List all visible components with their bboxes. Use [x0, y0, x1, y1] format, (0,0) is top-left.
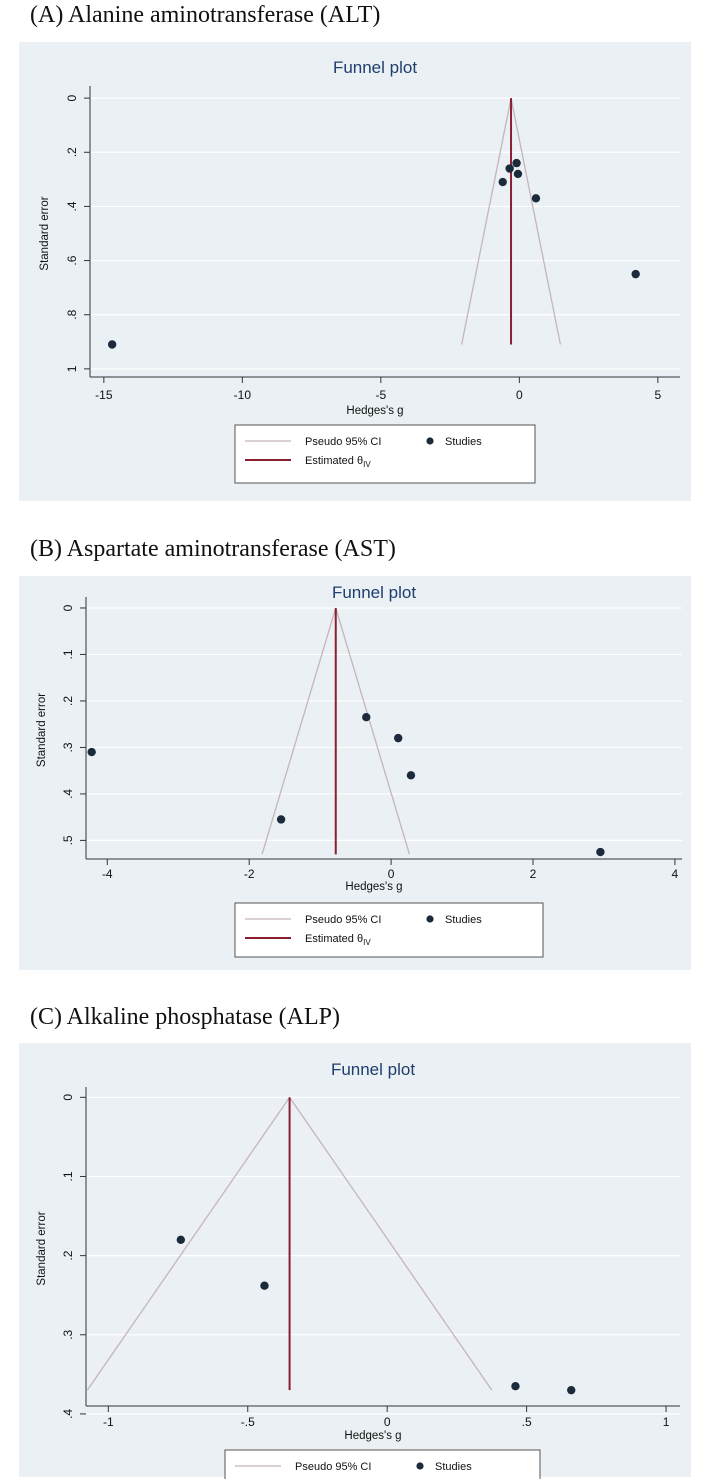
x-tick-label: -.5: [240, 1415, 255, 1429]
study-point: [394, 734, 402, 742]
y-tick-label: .5: [61, 835, 75, 846]
x-tick-label: .5: [521, 1415, 532, 1429]
y-tick-label: .6: [65, 255, 79, 266]
y-tick-label: .1: [61, 649, 75, 660]
panel-c-heading: (C) Alkaline phosphatase (ALP): [30, 1004, 340, 1030]
x-tick-label: 0: [515, 388, 523, 402]
study-point: [87, 748, 95, 756]
study-point: [177, 1236, 185, 1244]
y-tick-label: 0: [61, 1093, 75, 1101]
study-point: [532, 194, 540, 202]
y-tick-label: .4: [61, 1408, 75, 1419]
x-tick-label: -5: [375, 388, 387, 402]
x-tick-label: 5: [654, 388, 662, 402]
x-tick-label: 4: [671, 867, 679, 881]
x-tick-label: -2: [243, 867, 255, 881]
funnel-plot-ast: [0, 576, 712, 972]
study-point: [407, 771, 415, 779]
chart-title: Funnel plot: [330, 1060, 416, 1079]
plot-area: [86, 601, 682, 859]
legend-box: [225, 1450, 540, 1479]
study-point: [512, 159, 520, 167]
y-axis-title: Standard error: [36, 1211, 48, 1286]
x-axis-title: Hedges's g: [345, 881, 403, 893]
plot-area: [86, 1091, 680, 1406]
x-axis-title: Hedges's g: [344, 1430, 402, 1442]
study-point: [277, 815, 285, 823]
y-tick-label: .2: [65, 147, 79, 158]
y-tick-label: .3: [61, 1329, 75, 1340]
y-axis-title: Standard error: [36, 692, 48, 768]
y-tick-label: 0: [61, 604, 75, 612]
legend-studies-label: Studies: [445, 914, 482, 926]
study-point: [511, 1382, 519, 1390]
x-tick-label: 2: [529, 867, 537, 881]
x-tick-label: -15: [95, 388, 113, 402]
legend-studies-label: Studies: [435, 1461, 472, 1473]
study-point: [505, 164, 513, 172]
x-tick-label: 0: [387, 867, 395, 881]
study-point: [362, 713, 370, 721]
legend-studies-label: Studies: [445, 436, 482, 448]
study-point: [567, 1386, 575, 1394]
legend-studies-swatch: [426, 437, 433, 444]
legend-box: [235, 425, 535, 483]
y-tick-label: .2: [61, 695, 75, 706]
study-point: [514, 170, 522, 178]
panel-a-heading: (A) Alanine aminotransferase (ALT): [30, 2, 381, 28]
y-tick-label: .3: [61, 742, 75, 753]
x-tick-label: 1: [662, 1415, 670, 1429]
funnel-plot-alt: [0, 42, 712, 503]
y-tick-label: .1: [61, 1171, 75, 1182]
legend-box: [235, 903, 543, 957]
y-tick-label: .8: [65, 309, 79, 320]
legend-ci-label: Pseudo 95% CI: [305, 436, 382, 448]
chart-title: Funnel plot: [331, 583, 417, 602]
study-point: [631, 270, 639, 278]
y-axis-title: Standard error: [39, 196, 51, 271]
legend-studies-swatch: [426, 915, 433, 922]
legend-estimate-label: Estimated $\theta_{IV}$: [305, 933, 371, 947]
funnel-plot-alp: [0, 1043, 712, 1479]
legend-studies-swatch: [416, 1462, 423, 1469]
x-tick-label: -1: [102, 1415, 114, 1429]
panel-b-heading: (B) Aspartate aminotransferase (AST): [30, 536, 396, 562]
study-point: [260, 1281, 268, 1289]
x-tick-label: -4: [101, 867, 113, 881]
plot-area: [90, 90, 680, 377]
x-axis-title: Hedges's g: [346, 405, 404, 417]
legend-ci-label: Pseudo 95% CI: [295, 1461, 372, 1473]
y-tick-label: 0: [65, 94, 79, 102]
study-point: [499, 178, 507, 186]
y-tick-label: 1: [65, 365, 79, 373]
y-tick-label: .4: [65, 201, 79, 212]
study-point: [596, 848, 604, 856]
x-tick-label: -10: [233, 388, 252, 402]
legend-estimate-label: Estimated $\theta_{IV}$: [305, 455, 371, 469]
study-point: [108, 340, 116, 348]
y-tick-label: .4: [61, 788, 75, 799]
chart-title: Funnel plot: [332, 58, 418, 77]
y-tick-label: .2: [60, 1250, 75, 1261]
legend-ci-label: Pseudo 95% CI: [305, 914, 382, 926]
x-tick-label: 0: [383, 1415, 391, 1429]
